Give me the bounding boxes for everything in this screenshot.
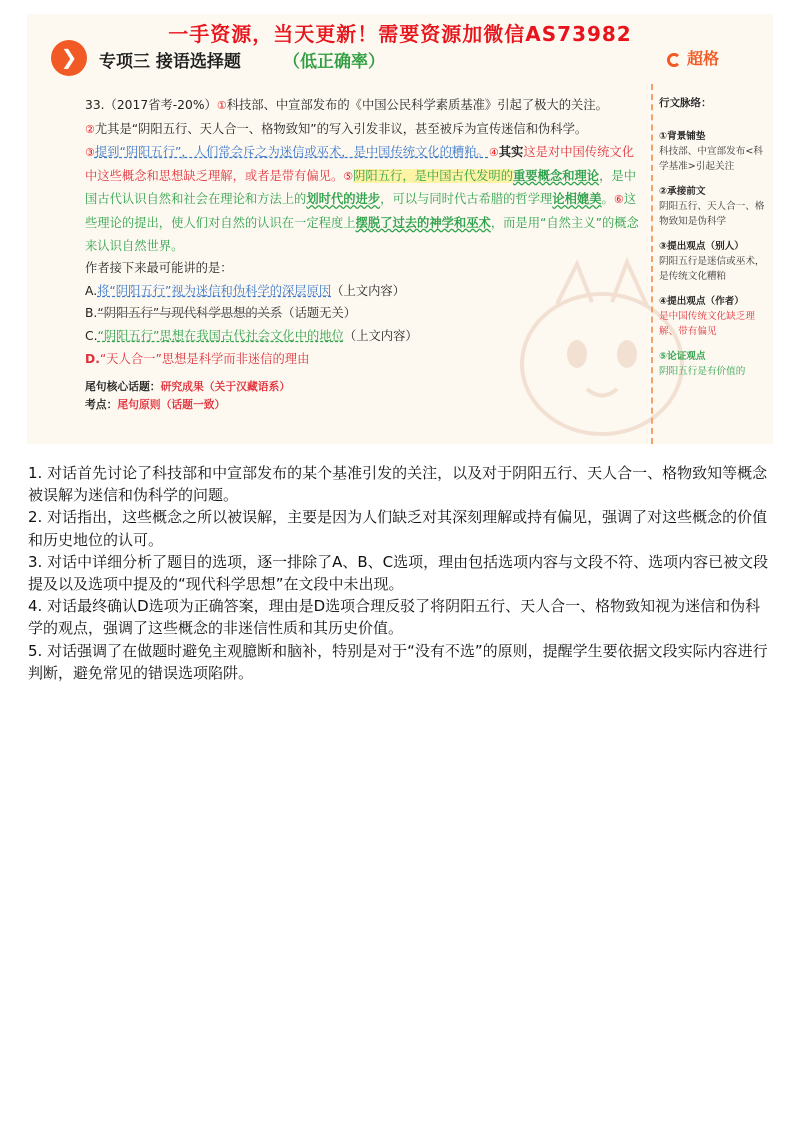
test-point: 考点：尾句原则（话题一致）	[85, 398, 226, 412]
outline-item: ④提出观点（作者） 是中国传统文化缺乏理解、带有偏见	[659, 296, 755, 337]
summary-item: 1. 对话首先讨论了科技部和中宣部发布的某个基准引发的关注，以及对于阴阳五行、天人合一、格物致知等概念被误解为迷信和伪科学的问题。	[28, 464, 768, 505]
logo-icon	[667, 53, 681, 67]
promo-banner: 一手资源，当天更新！需要资源加微信AS73982	[168, 22, 632, 46]
summary-list	[28, 462, 773, 684]
section-title: 专项三 接语选择题	[99, 52, 241, 72]
sentence-number: ⑤	[343, 169, 354, 183]
arrow-icon: ❯	[51, 40, 87, 76]
brand-logo	[667, 46, 719, 69]
sentence-4-turn: 其实	[498, 145, 524, 160]
sentence-number: ①	[216, 99, 227, 112]
sentence-number: ②	[85, 122, 95, 136]
summary-item: 3. 对话中详细分析了题目的选项，逐一排除了A、B、C选项，理由包括选项内容与文段不符、选项内容已被文段提及以及选项中提及的“现代科学思想”在文段中未出现。	[28, 552, 769, 594]
section-subtitle: （低正确率）	[283, 52, 385, 72]
outline-item: ①背景铺垫 科技部、中宣部发布<科学基准>引起关注	[659, 131, 763, 172]
outline-sidebar	[659, 96, 771, 389]
passage-text	[85, 94, 645, 257]
question-prompt: 作者接下来最可能讲的是：	[85, 261, 233, 276]
summary-item: 4. 对话最终确认D选项为正确答案，理由是D选项合理反驳了将阴阳五行、天人合一、格物致知视为迷信和伪科学的观点，强调了这些概念的非迷信性质和其历史价值。	[28, 597, 761, 638]
sentence-6: 这些理论的提出，使人们对自然的认识在一定程度上摆脱了过去的神学和巫术，而是用“自然主义”的概念来认识自然世界。	[85, 192, 639, 253]
sentence-number: ⑥	[613, 193, 624, 207]
option-d[interactable]: D.“天人合一”思想是科学而非迷信的理由	[85, 351, 310, 366]
option-b[interactable]: B.“阴阳五行”与现代科学思想的关系（话题无关）	[85, 306, 357, 321]
summary-item: 5. 对话强调了在做题时避免主观臆断和脑补，特别是对于“没有不选”的原则，提醒学生要依据文段实际内容进行判断，避免常见的错误选项陷阱。	[28, 641, 768, 682]
sentence-1: 科技部、中宣部发布的《中国公民科学素质基准》引起了极大的关注。	[226, 98, 608, 112]
column-divider	[651, 84, 653, 444]
sentence-4: 这是对中国传统文化中这些概念和思想缺乏理解，或者是带有偏见。	[85, 145, 634, 183]
sentence-number: ④	[488, 146, 499, 160]
sentence-2: 尤其是“阴阳五行、天人合一、格物致知”的写入引发非议，甚至被斥为宣传迷信和伪科学。	[94, 121, 588, 136]
analysis-notes	[85, 378, 645, 414]
outline-item: ⑤论证观点 阴阳五行是有价值的	[659, 351, 746, 377]
outline-title: 行文脉络：	[659, 97, 712, 109]
sentence-number: ③	[85, 146, 95, 160]
option-c[interactable]: C.“阴阳五行”思想在我国古代社会文化中的地位（上文内容）	[85, 328, 418, 343]
lecture-slide	[27, 14, 773, 444]
tail-topic: 尾句核心话题：研究成果（关于汉藏语系）	[85, 380, 291, 394]
option-a[interactable]: A.将“阴阳五行”视为迷信和伪科学的深层原因（上文内容）	[85, 283, 405, 298]
brand-name: 超格	[687, 49, 720, 68]
sentence-3: 提到“阴阳五行”，人们常会斥之为迷信或巫术，是中国传统文化的糟粕。	[94, 145, 489, 160]
summary-item: 2. 对话指出，这些概念之所以被误解，主要是因为人们缺乏对其深刻理解或持有偏见，强调了对这些概念的价值和历史地位的认可。	[28, 508, 768, 549]
outline-item: ②承接前文 阴阳五行、天人合一、格物致知是伪科学	[659, 186, 765, 227]
question-number: 33.（2017省考-20%）	[85, 98, 217, 112]
outline-item: ③提出观点（别人） 阴阳五行是迷信或巫术，是传统文化糟粕	[659, 241, 765, 282]
question-passage	[85, 94, 645, 414]
sentence-5: 阴阳五行，是中国古代发明的重要概念和理论，是中国古代认识自然和社会在理论和方法上的划时代的进步，可以与同时代古希腊的哲学理论相媲美。	[85, 168, 636, 207]
